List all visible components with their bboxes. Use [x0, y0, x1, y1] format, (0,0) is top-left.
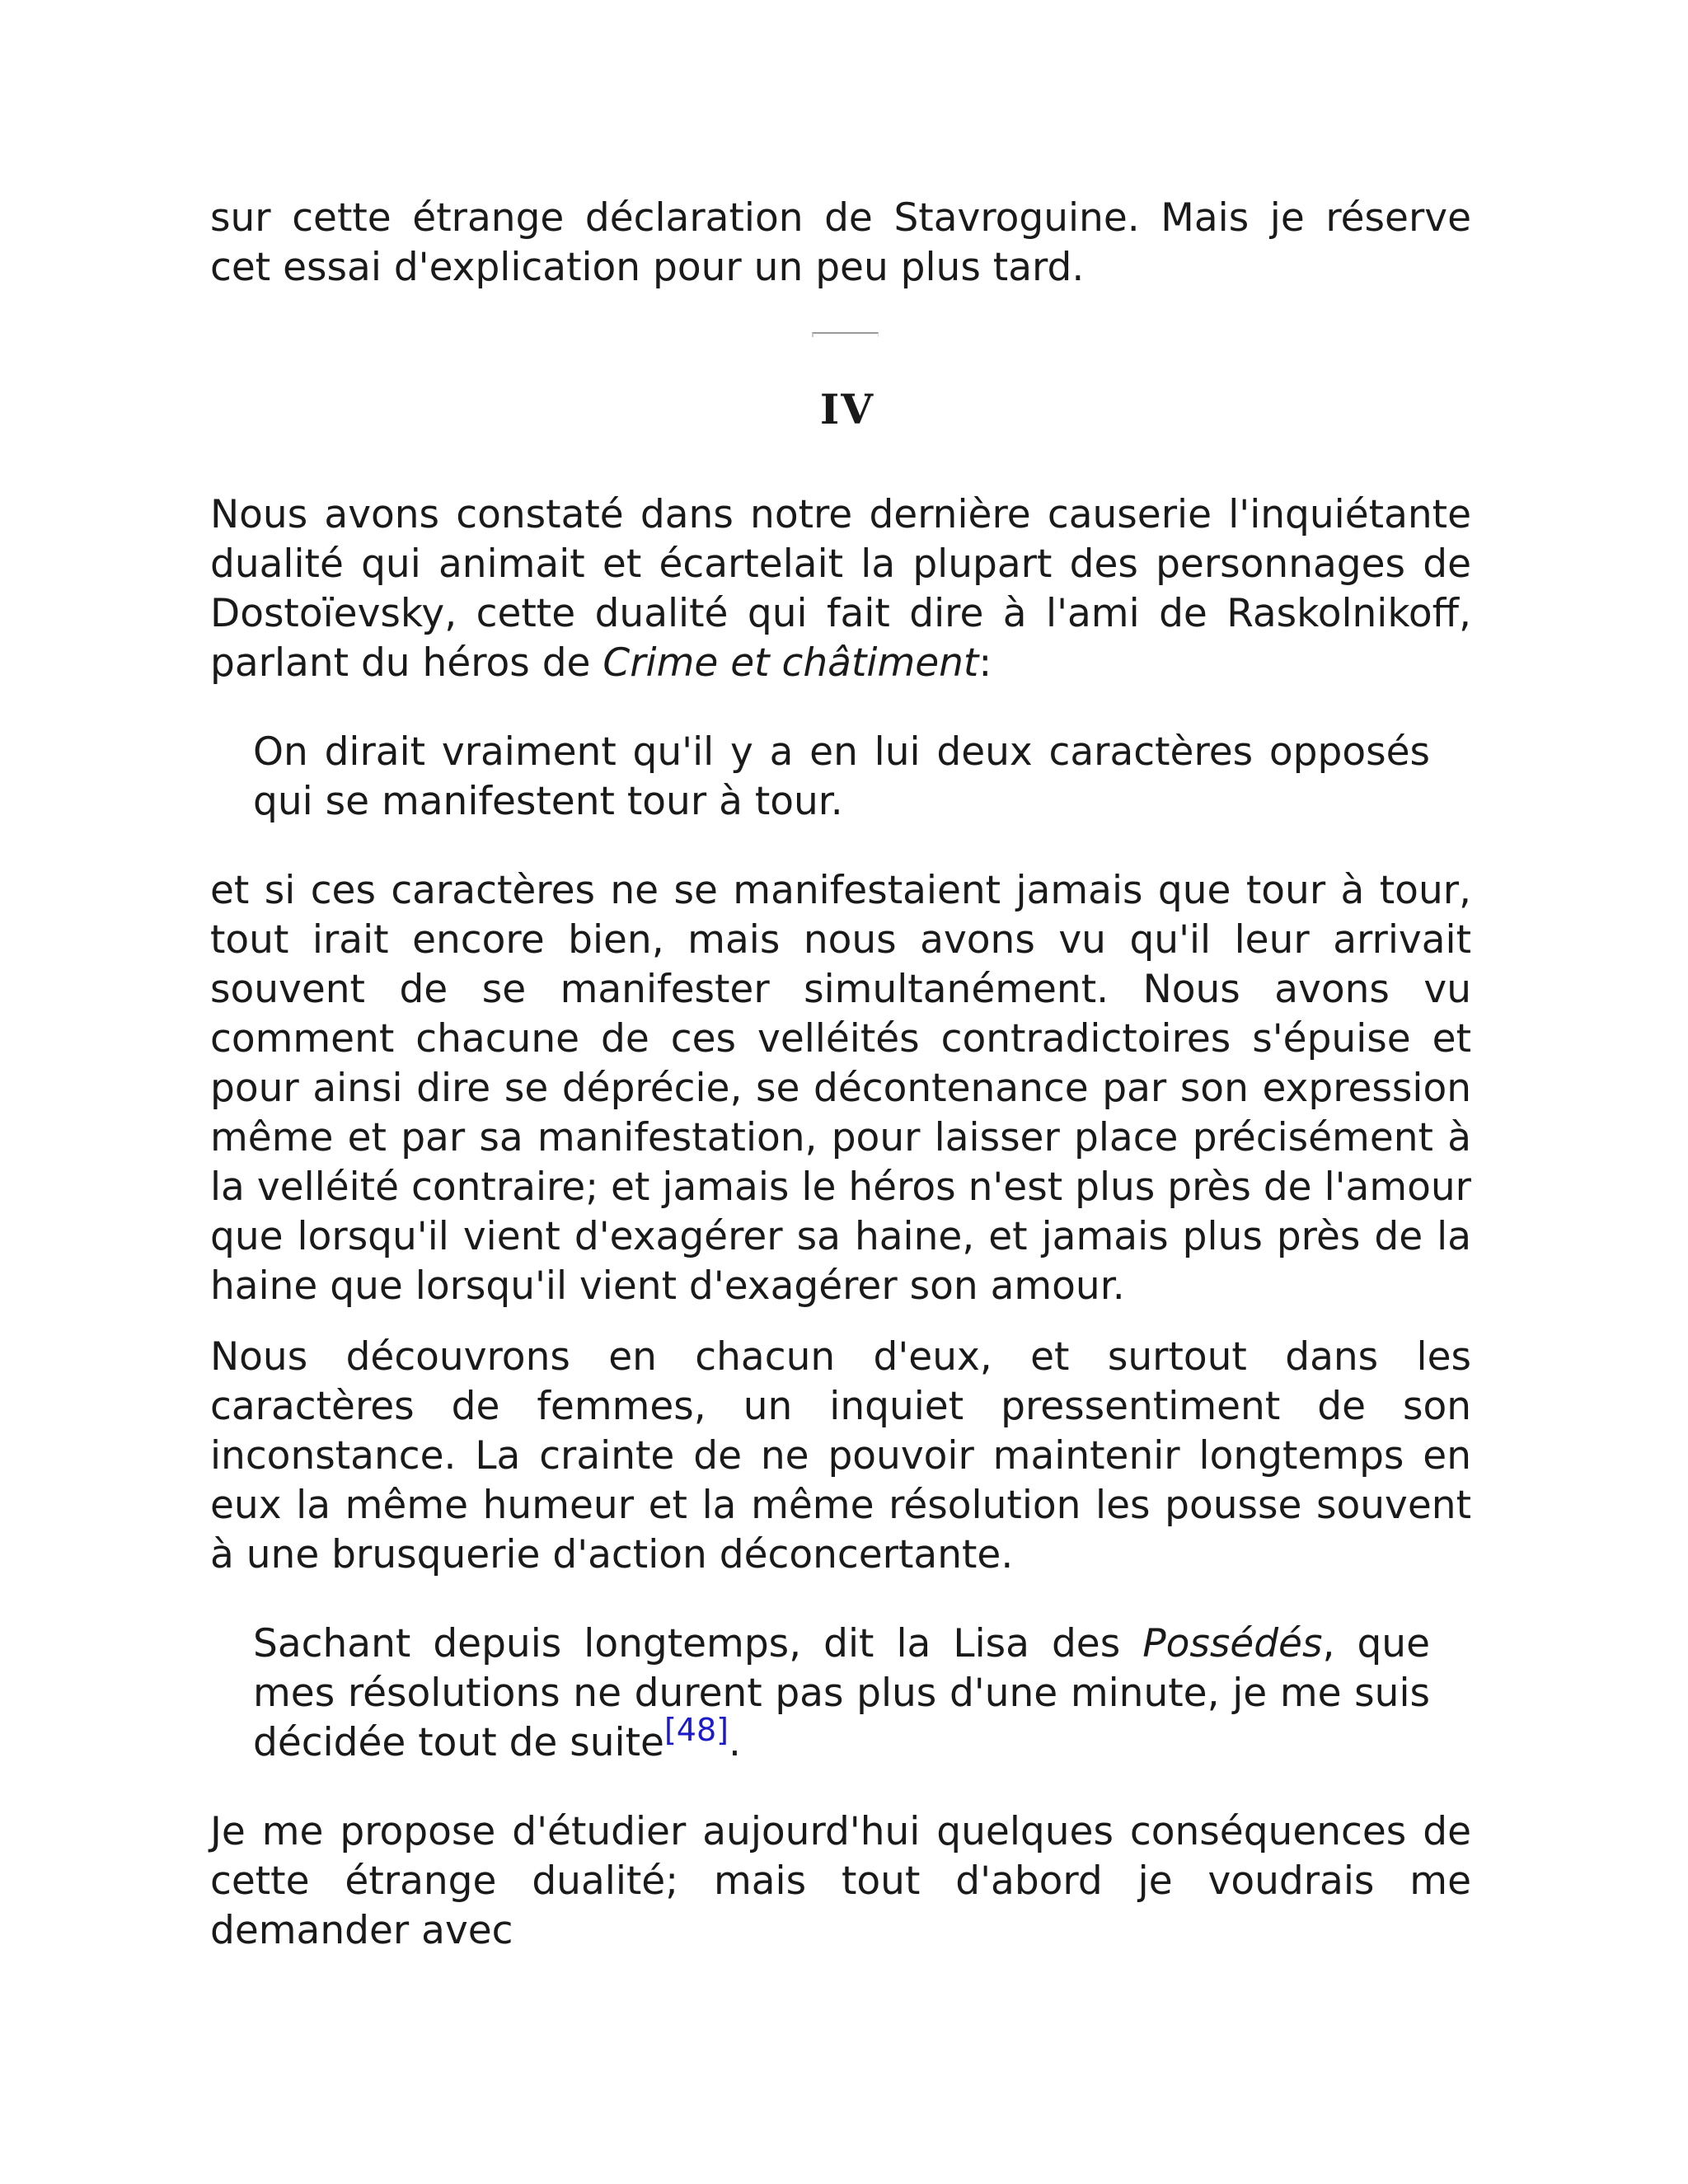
block-quote-2: [253, 1619, 1430, 1768]
block-quote-2-end: .: [728, 1720, 741, 1765]
paragraph-1: sur cette étrange déclaration de Stavroguine. Mais je réserve cet essai d'explication pour un peu plus tard.: [210, 195, 1471, 290]
block-quote-1: On dirait vraiment qu'il y a en lui deux caractères opposés qui se manifestent tour à tour.: [253, 729, 1430, 824]
paragraph-2: [210, 490, 1471, 688]
block-quote-2-continued: , que mes résolutions ne durent pas plus d'une minute, je me suis décidée tout de suite: [253, 1621, 1430, 1765]
footnote-link-48[interactable]: [48]: [663, 1712, 729, 1748]
paragraph-5: Je me propose d'étudier aujourd'hui quelques conséquences de cette étrange dualité; mais tout d'abord je voudrais me demander avec: [210, 1809, 1471, 1953]
block-quote-2-text: Sachant depuis longtemps, dit la Lisa des: [253, 1621, 1143, 1666]
page-content: [210, 194, 1471, 1956]
section-separator: [812, 332, 879, 337]
paragraph-2-text: Nous avons constaté dans notre dernière causerie l'inquiétante dualité qui animait et écartelait la plupart des personnages de Dostoïevsky, cette dualité qui fait dire à l'ami de Raskolnikoff, parlant du héros de: [210, 492, 1471, 686]
paragraph-3: et si ces caractères ne se manifestaient jamais que tour à tour, tout irait encore bien, mais nous avons vu qu'il leur arrivait souvent de se manifester simultanément. Nous avons vu comment chacune de ces velléités contradictoires s'épuise et pour ainsi dire se déprécie, se décontenance par son expression même et par sa manifestation, pour laisser place précisément à la velléité contraire; et jamais le héros n'est plus près de l'amour que lorsqu'il vient d'exagérer sa haine, et jamais plus près de la haine que lorsqu'il vient d'exagérer son amour.: [210, 868, 1471, 1309]
book-title-crime-et-chatiment: Crime et châtiment: [603, 640, 979, 686]
section-heading: IV: [819, 385, 875, 434]
paragraph-4: Nous découvrons en chacun d'eux, et surtout dans les caractères de femmes, un inquiet pressentiment de son inconstance. La crainte de ne pouvoir maintenir longtemps en eux la même humeur et la même résolution les pousse souvent à une brusquerie d'action déconcertante.: [210, 1334, 1471, 1577]
book-title-possedes: Possédés: [1142, 1621, 1323, 1666]
paragraph-2-end: :: [978, 640, 992, 686]
